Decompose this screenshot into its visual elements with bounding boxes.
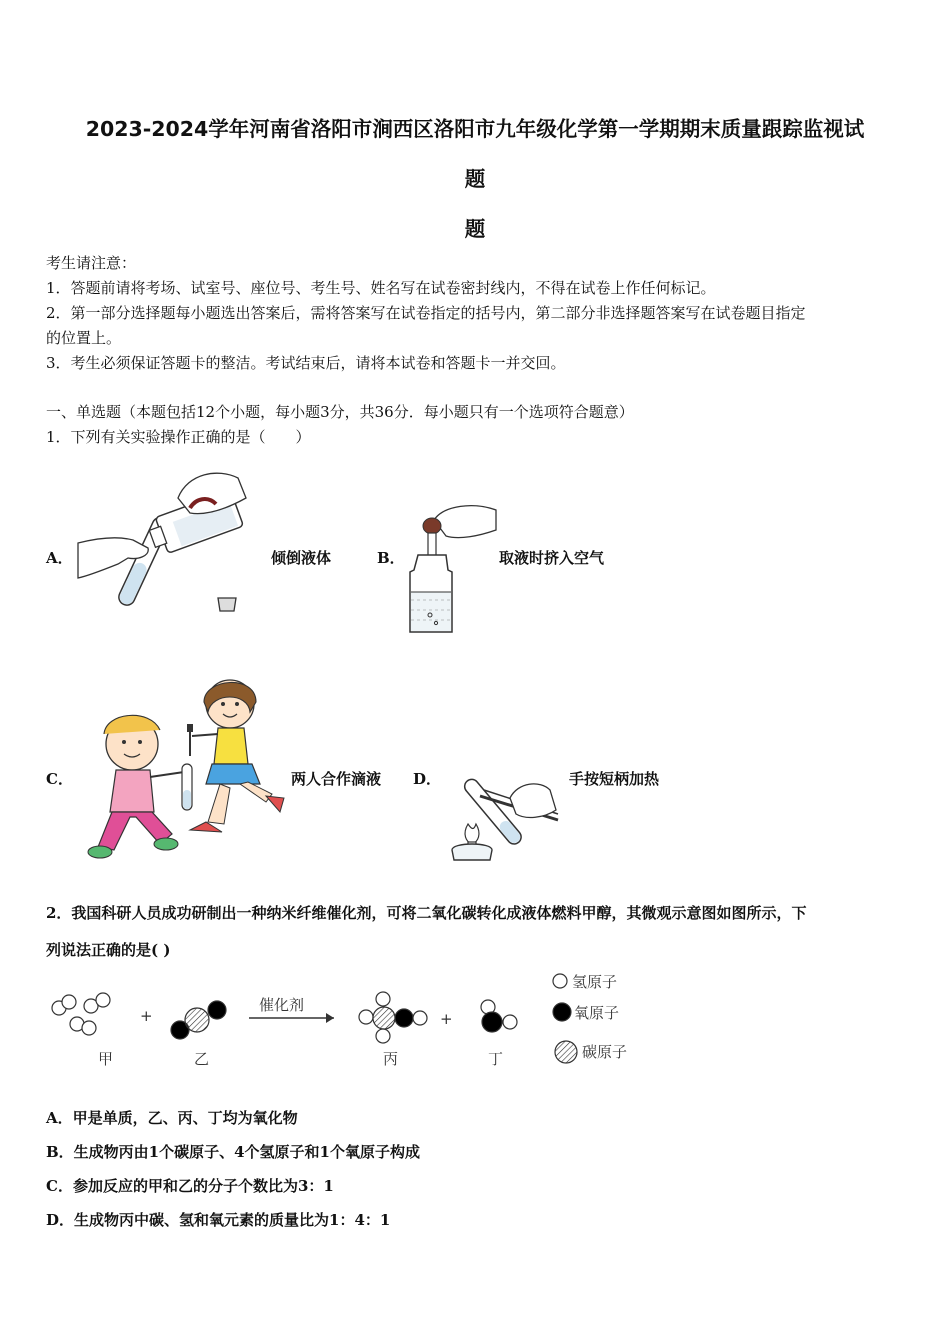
label-jia: 甲	[98, 1050, 114, 1068]
notice-item-2-continued: 的位置上。	[46, 329, 122, 347]
option-a-letter: A．	[46, 549, 73, 567]
question-1-stem: 1．下列有关实验操作正确的是（ ）	[46, 428, 311, 446]
legend-oxygen-swatch	[553, 1003, 571, 1021]
arrow-head	[326, 1013, 334, 1023]
section-heading: 一、单选题（本题包括12个小题，每小题3分，共36分．每小题只有一个选项符合题意）	[46, 403, 634, 421]
option-c-caption: 两人合作滴液	[291, 770, 382, 788]
notice-item-2: 2．第一部分选择题每小题选出答案后，需将答案写在试卷指定的括号内，第二部分非选择题答案写在试卷题目指定	[46, 304, 806, 322]
molecule-ding	[481, 1000, 517, 1032]
label-bing: 丙	[383, 1050, 399, 1068]
q2-option-a: A．甲是单质，乙、丙、丁均为氧化物	[46, 1109, 298, 1127]
q2-option-b: B．生成物丙由1个碳原子、4个氢原子和1个氧原子构成	[46, 1143, 420, 1161]
legend-hydrogen-swatch	[553, 974, 567, 988]
option-a-caption: 倾倒液体	[271, 549, 332, 567]
option-b-letter: B．	[377, 549, 405, 567]
legend-oxygen: 氧原子	[574, 1004, 620, 1022]
label-ding: 丁	[488, 1050, 504, 1068]
dropper-bottle-illustration	[404, 500, 499, 636]
notice-heading: 考生请注意：	[46, 254, 137, 272]
page-title-repeat: 题	[464, 217, 486, 241]
page-title-continued: 题	[464, 167, 486, 191]
option-d-letter: D．	[413, 770, 442, 788]
plus-sign-1: +	[140, 1007, 153, 1025]
notice-item-1: 1．答题前请将考场、试室号、座位号、考生号、姓名写在试卷密封线内，不得在试卷上作任何标记。	[46, 279, 716, 297]
option-c-letter: C．	[46, 770, 73, 788]
reaction-micro-diagram	[44, 968, 644, 1076]
molecule-yi	[171, 1001, 226, 1039]
molecule-bing	[359, 992, 427, 1043]
option-b-caption: 取液时挤入空气	[499, 549, 605, 567]
two-children-dropping-illustration	[80, 672, 290, 864]
heating-test-tube-illustration	[440, 738, 570, 864]
pouring-liquid-illustration	[78, 468, 248, 618]
molecule-jia	[52, 993, 110, 1035]
q2-option-d: D．生成物丙中碳、氢和氧元素的质量比为1：4：1	[46, 1211, 391, 1229]
legend-carbon: 碳原子	[582, 1043, 628, 1061]
legend-hydrogen: 氢原子	[572, 973, 618, 991]
page-title: 2023-2024学年河南省洛阳市涧西区洛阳市九年级化学第一学期期末质量跟踪监视试	[85, 117, 865, 141]
notice-item-3: 3．考生必须保证答题卡的整洁。考试结束后，请将本试卷和答题卡一并交回。	[46, 354, 566, 372]
question-2-stem: 2．我国科研人员成功研制出一种纳米纤维催化剂，可将二氧化碳转化成液体燃料甲醇，其微观示意图如图所示，下	[46, 904, 807, 922]
legend	[553, 973, 627, 1063]
q2-option-c: C．参加反应的甲和乙的分子个数比为3：1	[46, 1177, 334, 1195]
label-yi: 乙	[194, 1050, 210, 1068]
option-d-caption: 手按短柄加热	[569, 770, 660, 788]
legend-carbon-swatch	[555, 1041, 577, 1063]
catalyst-label: 催化剂	[259, 996, 305, 1014]
question-2-stem-continued: 列说法正确的是( )	[46, 941, 171, 959]
plus-sign-2: +	[440, 1010, 453, 1028]
